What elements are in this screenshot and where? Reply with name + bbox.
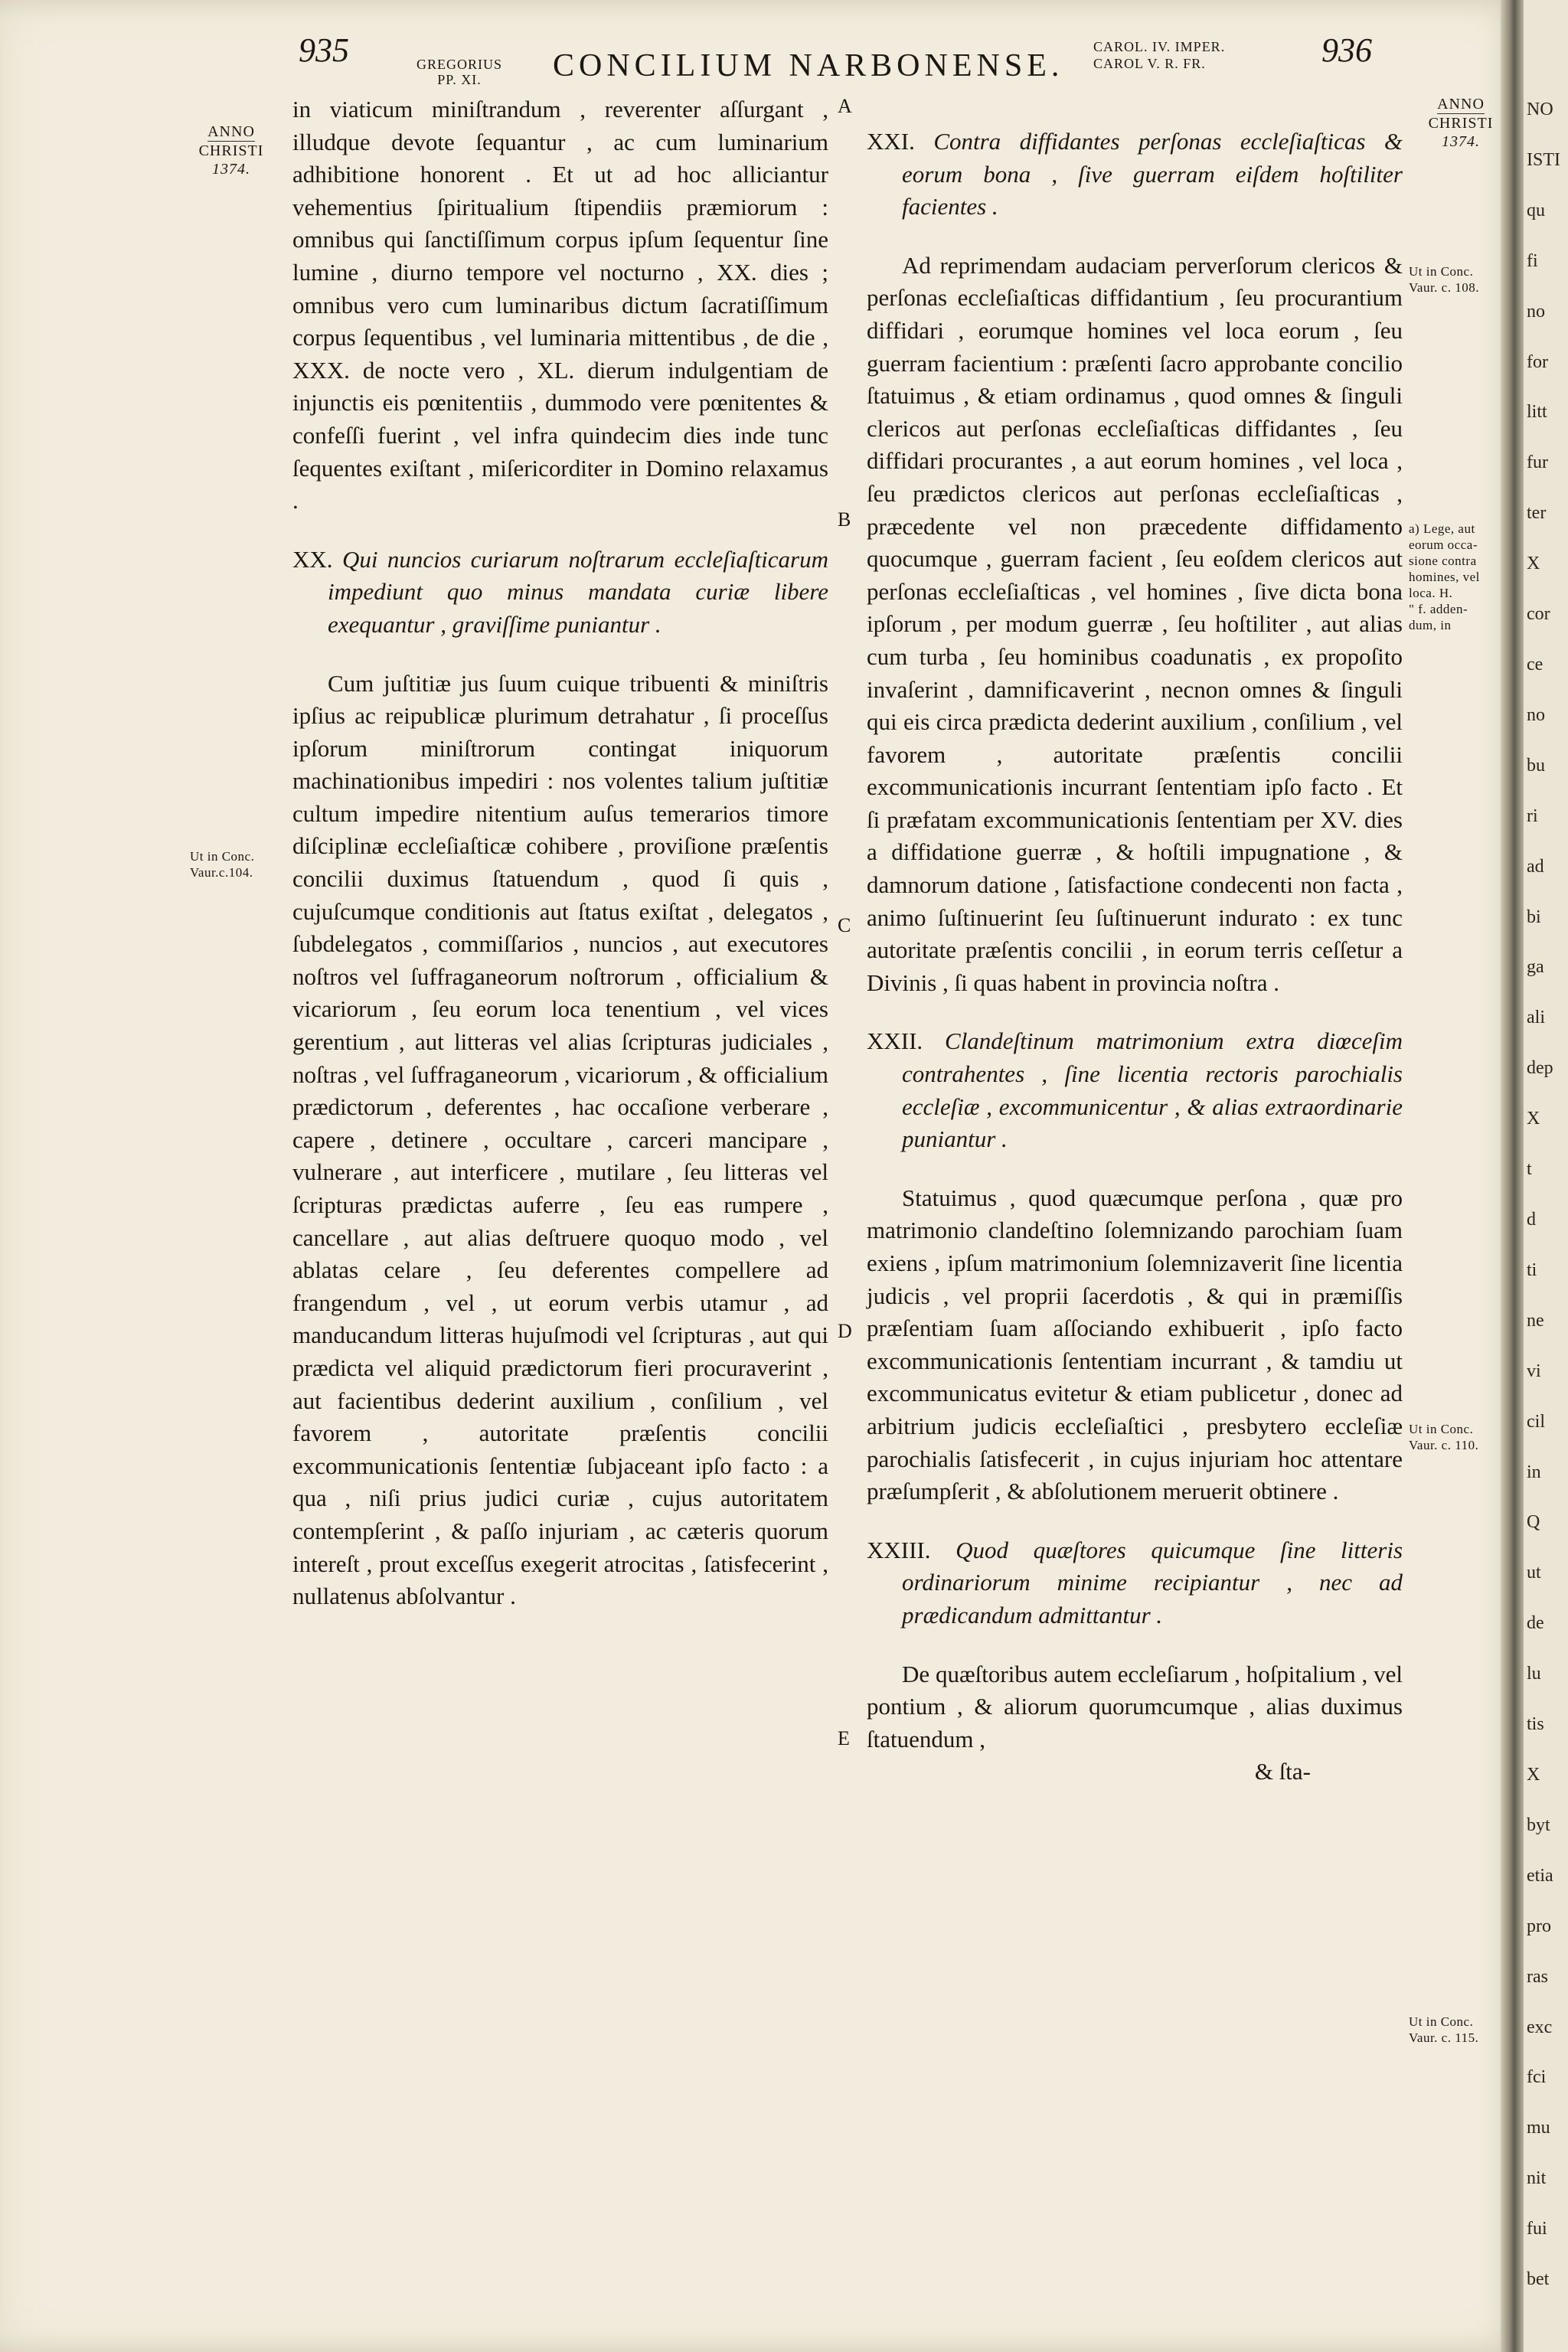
margin-letter-b: B [838, 508, 851, 531]
next-page-text-fragment: cor [1527, 604, 1550, 625]
anno-year: 1374. [212, 161, 250, 178]
note-line: Vaur.c.104. [190, 865, 253, 880]
running-title: CONCILIUM NARBONENSE. [553, 48, 1064, 83]
next-page-text-fragment: Q [1527, 1512, 1540, 1533]
note-line: Ut in Conc. [1409, 1422, 1474, 1436]
chapter-heading-xxii [867, 1025, 1403, 1155]
chapter-number: XXII. [867, 1027, 923, 1055]
anno-christi-right [1412, 95, 1510, 151]
paragraph-xxii: Statuimus , quod quæcumque perſona , quæ pro matrimonio clandeſtino ſolemnizando parochiam ſuam exiens , ipſum matrimonium ſolemnizaverit ſine licentia judicis , vel proprii ſacerdotis , & qui in præmiſſis præſentiam ſuam aſſociando exhibuerit , ipſo facto excommunicationis ſententiam incurrant , & tamdiu ut excommunicatus evitetur & etiam publicetur , donec ad arbitrium judicis eccleſiaſtici , presbytero eccleſiæ parochialis ſatisfecerit , in cujus injuriam hoc attentare præſumpſerit , & abſolutionem meruerit obtinere . [867, 1184, 1403, 1505]
margin-note-right-2 [1409, 521, 1499, 633]
next-page-text-fragment: fci [1527, 2067, 1547, 2088]
next-page-text-fragment: t [1527, 1159, 1532, 1180]
next-page-text-fragment: lu [1527, 1664, 1541, 1684]
left-column [292, 93, 828, 1613]
chapter-number: XXIII. [867, 1536, 931, 1563]
next-page-text-fragment: bi [1527, 906, 1541, 927]
next-page-text-fragment: litt [1527, 402, 1547, 423]
page-number-left: 935 [299, 31, 349, 69]
next-page-text-fragment: pro [1527, 1916, 1551, 1936]
header-pope-number: PP. XI. [437, 72, 482, 87]
next-page-text-fragment: ad [1527, 856, 1544, 877]
next-page-text-fragment: ti [1527, 1259, 1537, 1280]
note-line: " f. adden- [1409, 602, 1468, 616]
right-column [867, 126, 1403, 1788]
chapter-title: Qui nuncios curiarum noſtrarum eccleſiaſticarum impediunt quo minus mandata curiæ libere exequantur , graviſſime puniantur . [328, 545, 829, 638]
next-page-text-fragment: ce [1527, 655, 1544, 675]
chapter-title: Contra diffidantes perſonas eccleſiaſticas & eorum bona , ſive guerram eiſdem hoſtiliter facientes . [902, 128, 1403, 220]
next-page-text-fragment: tis [1527, 1714, 1544, 1735]
note-line: homines, vel [1409, 570, 1480, 584]
note-line: loca. H. [1409, 586, 1453, 600]
paragraph-xxi: Ad reprimendam audaciam perverſorum clericos & perſonas eccleſiaſticas diffidantium , ſeu procurantium diffidari , eorumque homines vel loca eorum , ſeu guerram facientium : præſenti ſacro approbante concilio ſtatuimus , & etiam ordinamus , quod omnes & ſinguli clericos aut perſonas eccleſiaſticas diffidantes , ſeu diffidari procurantes , a aut eorum homines , vel loca , ſeu prædictos clericos aut perſonas eccleſiaſticas , præcedente vel non præcedente diffidamento quocumque , guerram facient , ſeu eoſdem clericos aut perſonas eccleſiaſticas , vel homines , ſive dicta bona ipſorum , per modum guerræ , ſeu hoſtiliter , aut alias cum turba , ſeu hominibus coadunatis , ex propoſito invaſerint , damnificaverint , necnon omnes & ſinguli qui eis circa prædicta dederint auxilium , conſilium , vel favorem , autoritate præſentis concilii excommunicationis incurrant ſententiam ipſo facto . Et ſi præfatam excommunicationis ſententiam per XV. dies a diffidatione guerræ , & hoſtili impugnatione , & damnorum datione , ſatisfactione condecenti non facta , animo ſuſtinuerint ſeu ſuſtinuerunt indurato : ex tunc autoritate præſentis concilii , in eorum terris ceſſetur a Divinis , ſi quas habent in provincia noſtra . [867, 251, 1403, 996]
note-line: a) Lege, aut [1409, 521, 1475, 536]
chapter-number: XXI. [867, 128, 915, 155]
margin-note-right-1 [1409, 263, 1499, 296]
margin-note-left [190, 848, 288, 880]
next-page-text-fragment: fi [1527, 250, 1538, 271]
page-number-right: 936 [1321, 31, 1372, 69]
next-page-text-fragment: ri [1527, 805, 1538, 826]
note-line: dum, in [1409, 618, 1452, 632]
margin-note-right-3 [1409, 1421, 1499, 1453]
note-line: Ut in Conc. [1409, 2014, 1474, 2029]
next-page-text-fragment: vi [1527, 1361, 1541, 1381]
catchword: & ſta- [1254, 1758, 1311, 1785]
chapter-heading-xx [292, 544, 828, 642]
next-page-text-fragment: etia [1527, 1865, 1553, 1886]
next-page-text-fragment: nit [1527, 2168, 1547, 2189]
note-line: sione contra [1409, 554, 1477, 568]
next-page-text-fragment: exc [1527, 2017, 1553, 2037]
next-page-text-fragment: byt [1527, 1815, 1550, 1835]
chapter-title: Quod quæſtores quicumque ſine litteris ordinariorum minime recipiantur , nec ad prædicandum admittantur . [902, 1536, 1403, 1628]
margin-note-right-4 [1409, 2014, 1499, 2046]
next-page-text-fragment: bet [1527, 2269, 1550, 2290]
next-page-text-fragment: no [1527, 704, 1545, 725]
next-page-text-fragment: ali [1527, 1008, 1545, 1028]
next-page-text-fragment: X [1527, 554, 1540, 574]
header-emperor-2: CAROL V. R. FR. [1093, 56, 1206, 71]
anno-label: ANNO [207, 123, 255, 140]
next-page-text-fragment: ras [1527, 1966, 1548, 1987]
next-page-text-fragment: ter [1527, 503, 1547, 524]
chapter-number: XX. [292, 545, 333, 573]
margin-letter-e: E [838, 1727, 850, 1749]
anno-label: ANNO [1437, 96, 1485, 113]
next-page-text-fragment: X [1527, 1109, 1540, 1129]
next-page-text-fragment: mu [1527, 2118, 1550, 2138]
next-page-text-fragment: dep [1527, 1058, 1553, 1079]
paragraph-xx: Cum juſtitiæ jus ſuum cuique tribuenti & miniſtris ipſius ac reipublicæ plurimum detrahatur , ſi proceſſus ipſorum miniſtrorum contingat iniquorum machinationibus impediri : nos volentes talium juſtitiæ cultum impedire nitentium auſus temerarios timore diſciplinæ eccleſiaſticæ cohibere , proviſione præſentis concilii duximus ſtatuendum , quod ſi quis , cujuſcumque conditionis aut ſtatus exiſtat , delegatos , ſubdelegatos , commiſſarios , nuncios , aut executores noſtros vel ſuffraganeorum noſtrorum , officialium & vicariorum , ſeu eorum loca tenentium , vel vices gerentium , aut litteras vel alias ſcripturas judiciales , noſtras , vel ſuffraganeorum , vicariorum , & officialium prædictorum , deferentes , hac occaſione verberare , capere , detinere , occultare , carceri mancipare , vulnerare , aut interficere , mutilare , ſeu litteras vel ſcripturas prædictas auferre , ſeu eas rumpere , cancellare , aut alias deſtruere quoquo modo , vel ablatas celare , ſeu deferentes compellere ad frangendum , vel , ut eorum verbis utamur , ad manducandum litteras hujuſmodi vel ſcripturas , aut qui prædicta vel aliquid prædictorum fieri procuraverint , aut facientibus dederint auxilium , conſilium , vel favorem , autoritate præſentis concilii excommunicationis ſententiæ ſubjaceant ipſo facto : a qua , niſi prius judici curiæ , cujus autoritatem contempſerint , & paſſo injuriam , ac cæteris quorum intereſt , prout exceſſus exegerit atrocitas , ſatisfecerint , nullatenus abſolvantur . [292, 669, 828, 1610]
note-line: Vaur. c. 115. [1409, 2030, 1479, 2045]
page-gutter [1501, 0, 1524, 2352]
note-line: Vaur. c. 108. [1409, 280, 1479, 295]
margin-letter-d: D [838, 1320, 852, 1342]
next-page-text-fragment: ne [1527, 1310, 1544, 1331]
next-page-text-fragment: de [1527, 1613, 1544, 1634]
anno-year: 1374. [1442, 133, 1480, 150]
next-page-text-fragment: no [1527, 301, 1545, 322]
note-line: eorum occa- [1409, 537, 1478, 552]
header-pope [413, 57, 505, 87]
note-line: Ut in Conc. [1409, 264, 1474, 279]
next-page-text-fragment: for [1527, 351, 1548, 372]
next-page-text-fragment: fur [1527, 452, 1548, 473]
header-pope-name: GREGORIUS [416, 57, 502, 72]
christi-label: CHRISTI [1428, 115, 1494, 132]
margin-letter-a: A [838, 95, 852, 117]
paragraph-continuation: in viaticum miniſtrandum , reverenter aſſurgant , illudque devote ſequantur , ac cum luminarium adhibitione honorent . Et ut ad hoc alliciantur vehementius ſpiritualium ſtipendiis præmiorum : omnibus qui ſanctiſſimum corpus ipſum ſequentur ſine lumine , diurno tempore vel nocturno , XX. dies ; omnibus vero cum luminaribus dictum ſacratiſſimum corpus ſequentibus , vel luminaria mittentibus , de die , XXX. de nocte vero , XL. dierum indulgentiam de injunctis eis pœnitentiis , dummodo vere pœnitentes & confeſſi fuerint , vel infra quindecim dies inde tunc ſequentes exiſtant , miſericorditer in Domino relaxamus . [292, 96, 828, 514]
next-page-text-fragment: qu [1527, 200, 1545, 220]
next-page-text-fragment: ISTI [1527, 149, 1560, 170]
next-page-text-fragment: fui [1527, 2219, 1547, 2239]
next-page-text-fragment: d [1527, 1210, 1536, 1230]
header-emperors [1093, 38, 1225, 72]
chapter-heading-xxiii [867, 1534, 1403, 1632]
margin-letter-c: C [838, 914, 851, 936]
next-page-text-fragment: in [1527, 1462, 1541, 1482]
note-line: Ut in Conc. [190, 849, 255, 864]
next-page-text-fragment: NO [1527, 100, 1553, 119]
next-page-edge [1524, 0, 1568, 2352]
note-line: Vaur. c. 110. [1409, 1438, 1479, 1452]
header-emperor-1: CAROL. IV. IMPER. [1093, 39, 1226, 54]
next-page-text-fragment: X [1527, 1765, 1540, 1785]
anno-christi-left [182, 122, 280, 178]
chapter-title: Clandeſtinum matrimonium extra diœceſim contrahentes , ſine licentia rectoris parochialis eccleſiæ , excommunicentur , & alias extraordinarie puniantur . [902, 1027, 1403, 1153]
next-page-text-fragment: ga [1527, 957, 1544, 978]
paragraph-xxiii: De quæſtoribus autem eccleſiarum , hoſpitalium , vel pontium , & aliorum quorumcumque , alias duximus ſtatuendum , [867, 1660, 1403, 1753]
christi-label: CHRISTI [198, 142, 264, 159]
next-page-text-fragment: cil [1527, 1411, 1545, 1432]
next-page-text-fragment: ut [1527, 1563, 1541, 1583]
next-page-text-fragment: bu [1527, 755, 1545, 776]
chapter-heading-xxi [867, 126, 1403, 224]
